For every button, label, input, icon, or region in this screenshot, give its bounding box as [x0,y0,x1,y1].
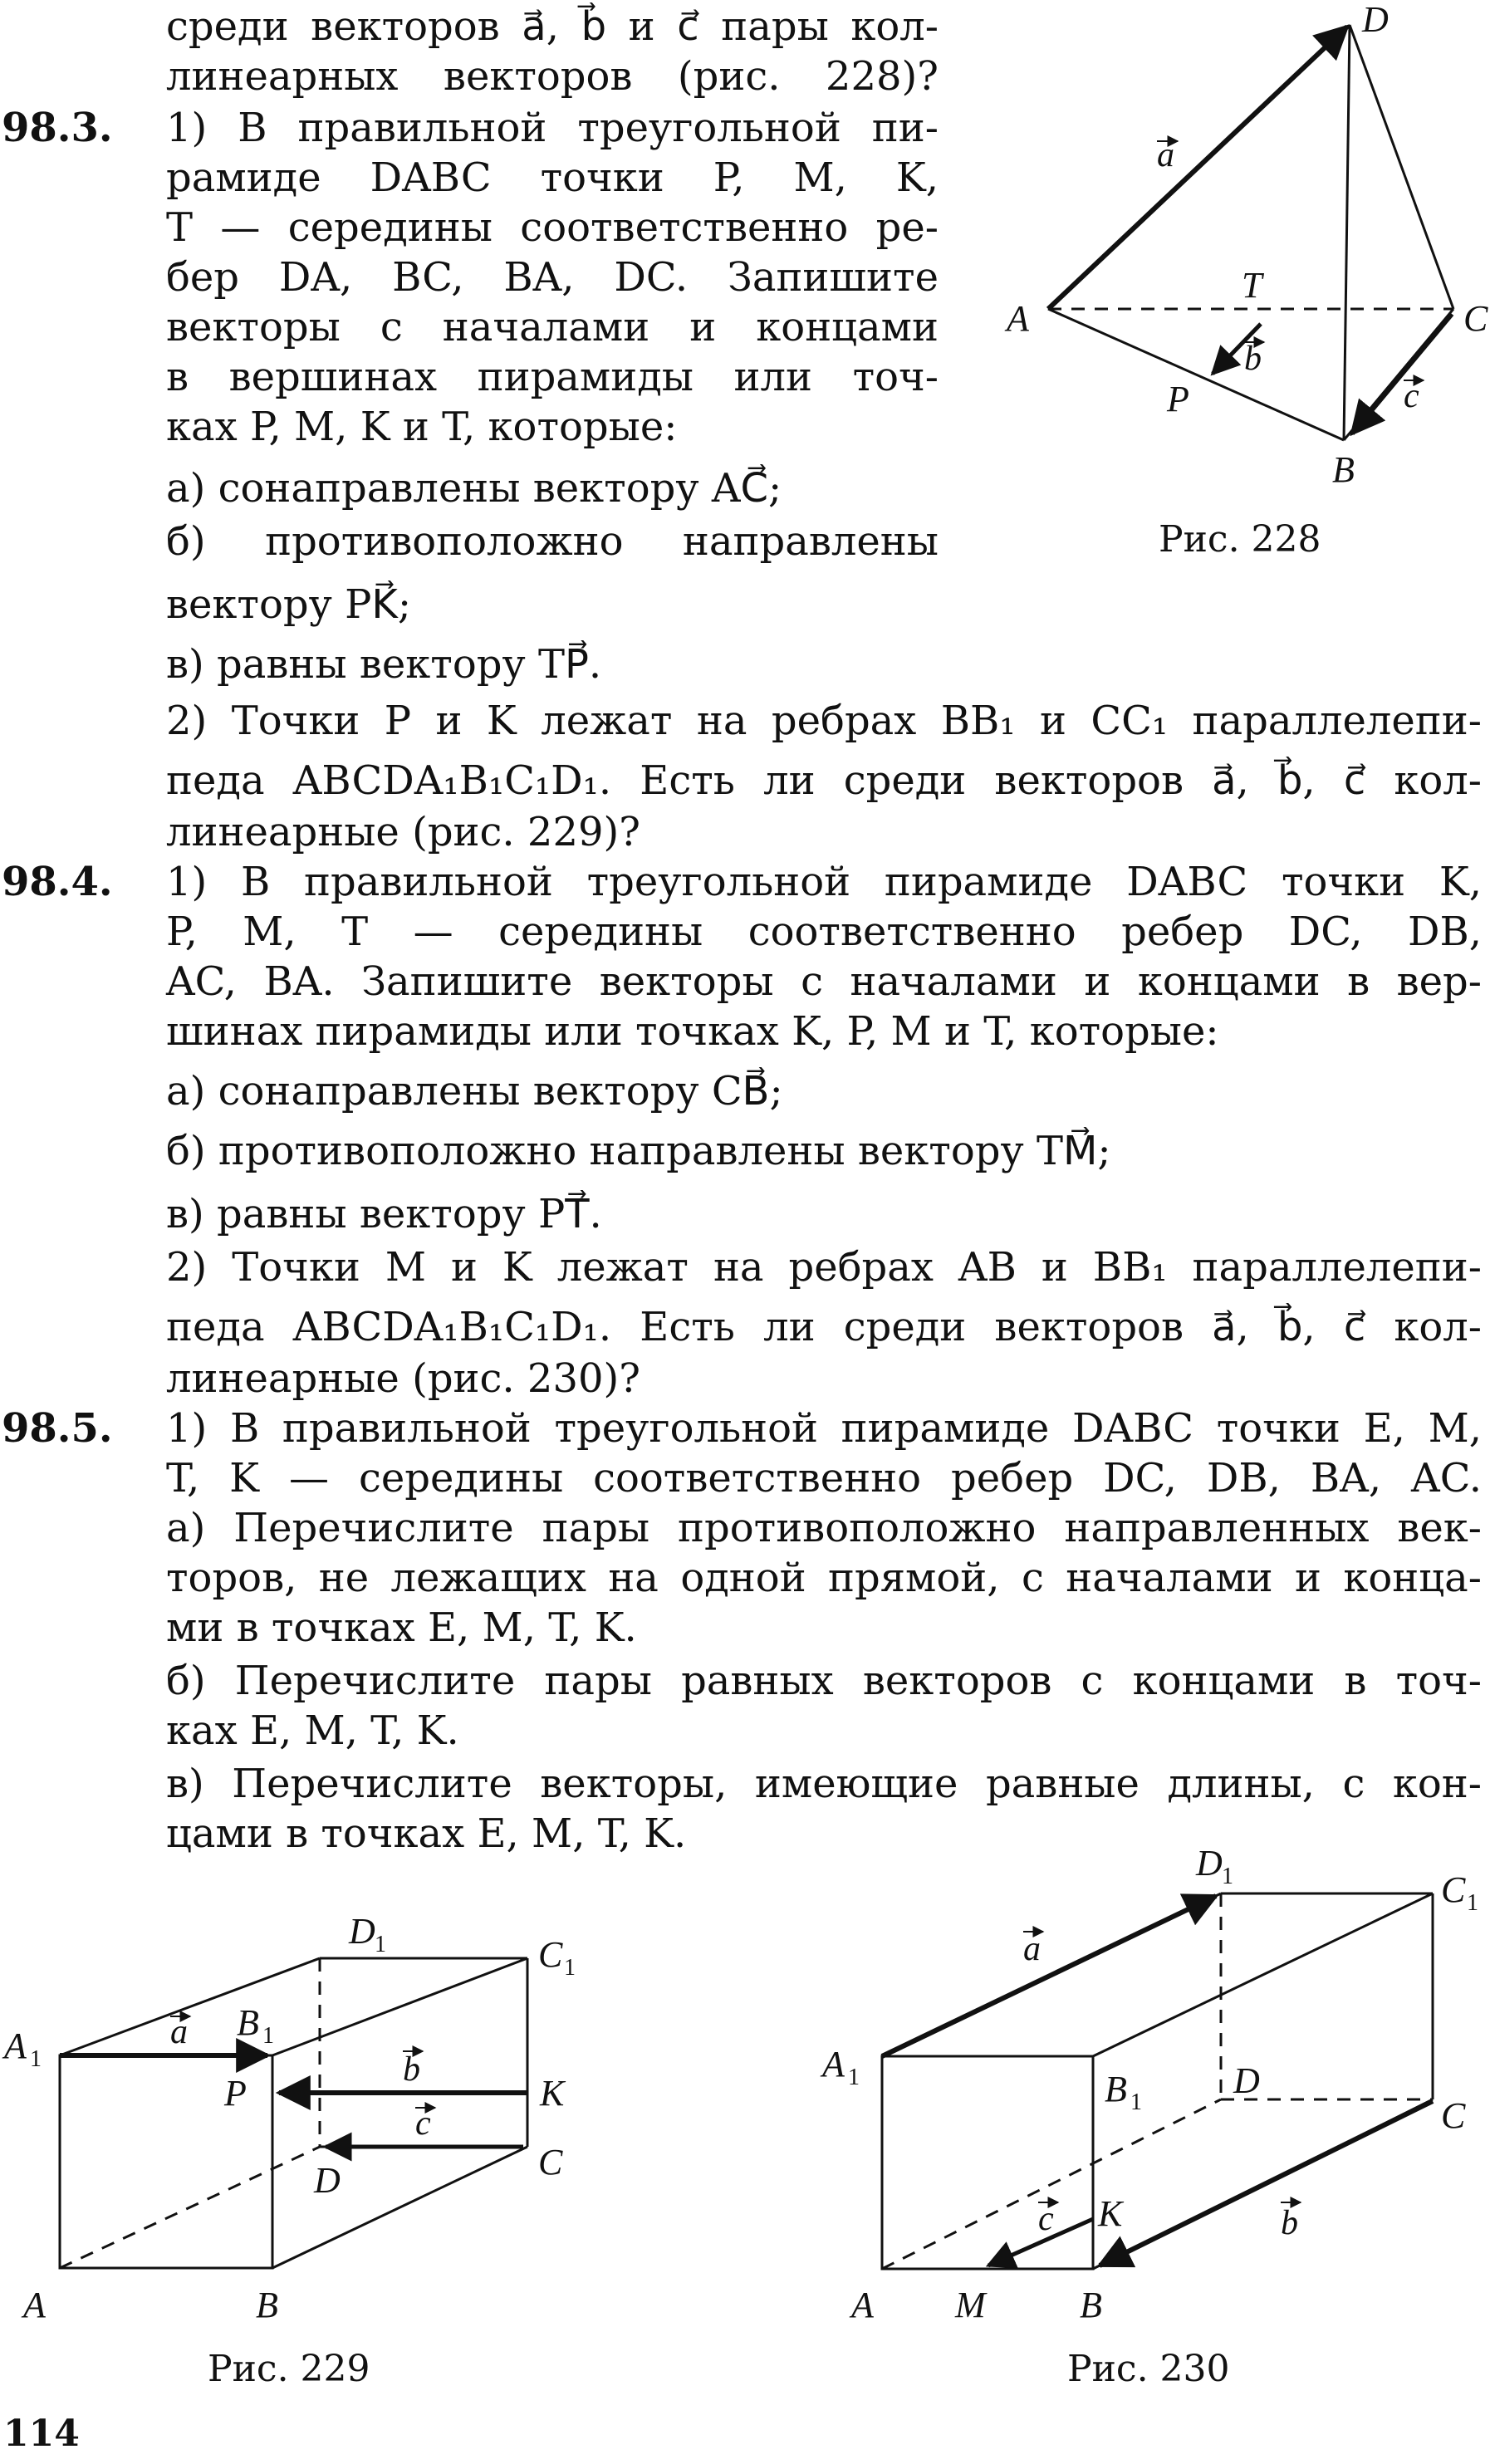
label-C: C [538,2142,563,2182]
label-D1: D [349,1911,375,1952]
label-vec-a: a [170,2013,188,2051]
text-line: 2) Точки M и K лежат на ребрах AB и BB₁ параллелепи- [166,1244,1482,1291]
text-line: б) Перечислите пары равных векторов с концами в точ- [166,1658,1482,1704]
text-line: ми в точках E, M, T, K. [166,1604,637,1651]
label-vec-b: b [1281,2204,1298,2242]
text-line: шинах пирамиды или точках K, P, M и T, которые: [166,1008,1219,1055]
figure-230-caption: Рис. 230 [1067,2348,1230,2390]
label-vec-c: c [1038,2200,1054,2238]
vector-a-arrow [882,1896,1216,2056]
label-B: B [1080,2285,1102,2325]
label-D: D [1233,2060,1260,2101]
text-line: в) Перечислите векторы, имеющие равные длины, с кон- [166,1761,1482,1807]
figure-229-caption: Рис. 229 [208,2348,370,2390]
label-A: A [23,2285,46,2325]
text-line: рамиде DABC точки P, M, K, [166,154,939,201]
label-K: K [540,2073,565,2114]
label-B: B [256,2285,278,2325]
svg-text:1: 1 [262,2023,274,2049]
text-line: педа ABCDA₁B₁C₁D₁. Есть ли среди векторов a⃗, b⃗, c⃗ кол- [166,757,1482,804]
label-C: C [1441,2095,1466,2136]
label-P: P [1167,379,1189,419]
text-line: цами в точках E, M, T, K. [166,1810,687,1857]
label-vec-a: a [1023,1930,1041,1968]
label-T: T [1242,265,1262,306]
label-D: D [1362,0,1389,40]
text-line: а) сонаправлены вектору AC⃗; [166,465,782,512]
text-line: линеарные (рис. 229)? [166,809,641,855]
text-line: T — середины соответственно ре- [166,204,939,251]
problem-number: 98.3. [2,105,113,151]
text-line: среди векторов a⃗, b⃗ и c⃗ пары кол- [166,3,939,50]
text-line: бер DA, BC, BA, DC. Запишите [166,254,939,301]
figure-228-caption: Рис. 228 [1159,518,1321,561]
label-vec-a: a [1157,136,1174,174]
text-line: б) противоположно направлены вектору TM⃗; [166,1128,1111,1174]
text-line: а) Перечислите пары противоположно направленных век- [166,1505,1482,1551]
text-line: векторы с началами и концами [166,304,939,350]
label-D: D [314,2160,341,2201]
label-A: A [851,2285,874,2325]
svg-text:1: 1 [564,1955,576,1981]
text-line: 1) В правильной треугольной пи- [166,105,939,151]
text-line: вектору PK⃗; [166,581,412,628]
text-line: в) равны вектору TP⃗. [166,641,602,688]
text-line: T, K — середины соответственно ребер DC, DB, BA, AC. [166,1455,1482,1501]
text-line: 2) Точки P и K лежат на ребрах BB₁ и CC₁ параллелепи- [166,698,1483,744]
svg-text:1: 1 [1222,1864,1233,1889]
label-B1: B [1105,2069,1127,2109]
label-B: B [1332,449,1355,490]
svg-text:1: 1 [30,2046,42,2072]
svg-text:1: 1 [375,1932,386,1957]
text-line: 1) В правильной треугольной пирамиде DABC точки E, M, [166,1405,1482,1452]
label-K: K [1098,2193,1123,2234]
text-line: P, M, T — середины соответственно ребер DC, DB, [166,909,1482,955]
text-line: линеарные (рис. 230)? [166,1355,641,1402]
text-line: ках P, M, K и T, которые: [166,404,678,450]
label-vec-b: b [1244,340,1262,378]
label-vec-c: c [1404,377,1419,415]
problem-number: 98.4. [2,859,113,905]
svg-text:1: 1 [848,2065,860,2090]
text-line: 1) В правильной треугольной пирамиде DABC точки K, [166,859,1482,905]
svg-text:1: 1 [1130,2089,1142,2115]
label-M: M [955,2285,986,2325]
svg-text:1: 1 [1467,1890,1478,1916]
label-vec-c: c [415,2104,431,2143]
label-vec-b: b [403,2050,420,2089]
label-A: A [1007,298,1029,339]
label-C1: C [1441,1869,1466,1910]
label-D1: D [1196,1843,1223,1884]
text-line: линеарных векторов (рис. 228)? [166,53,939,100]
problem-number: 98.5. [2,1405,113,1452]
text-line: ках E, M, T, K. [166,1707,459,1754]
text-line: торов, не лежащих на одной прямой, с началами и конца- [166,1555,1482,1601]
text-line: AC, BA. Запишите векторы с началами и концами в вер- [166,958,1482,1005]
text-line: в вершинах пирамиды или точ- [166,354,939,400]
text-line: а) сонаправлены вектору CB⃗; [166,1068,783,1114]
label-C: C [1463,298,1488,339]
label-A1: A [4,2026,27,2066]
vector-b-arrow [1100,2101,1433,2266]
text-line: б) противоположно направлены [166,518,939,565]
label-P: P [224,2073,247,2114]
label-A1: A [822,2044,845,2084]
label-C1: C [538,1934,563,1975]
text-line: педа ABCDA₁B₁C₁D₁. Есть ли среди векторов a⃗, b⃗, c⃗ кол- [166,1304,1482,1350]
label-B1: B [237,2002,259,2043]
text-line: в) равны вектору PT⃗. [166,1191,602,1237]
page-number: 114 [3,2413,80,2455]
